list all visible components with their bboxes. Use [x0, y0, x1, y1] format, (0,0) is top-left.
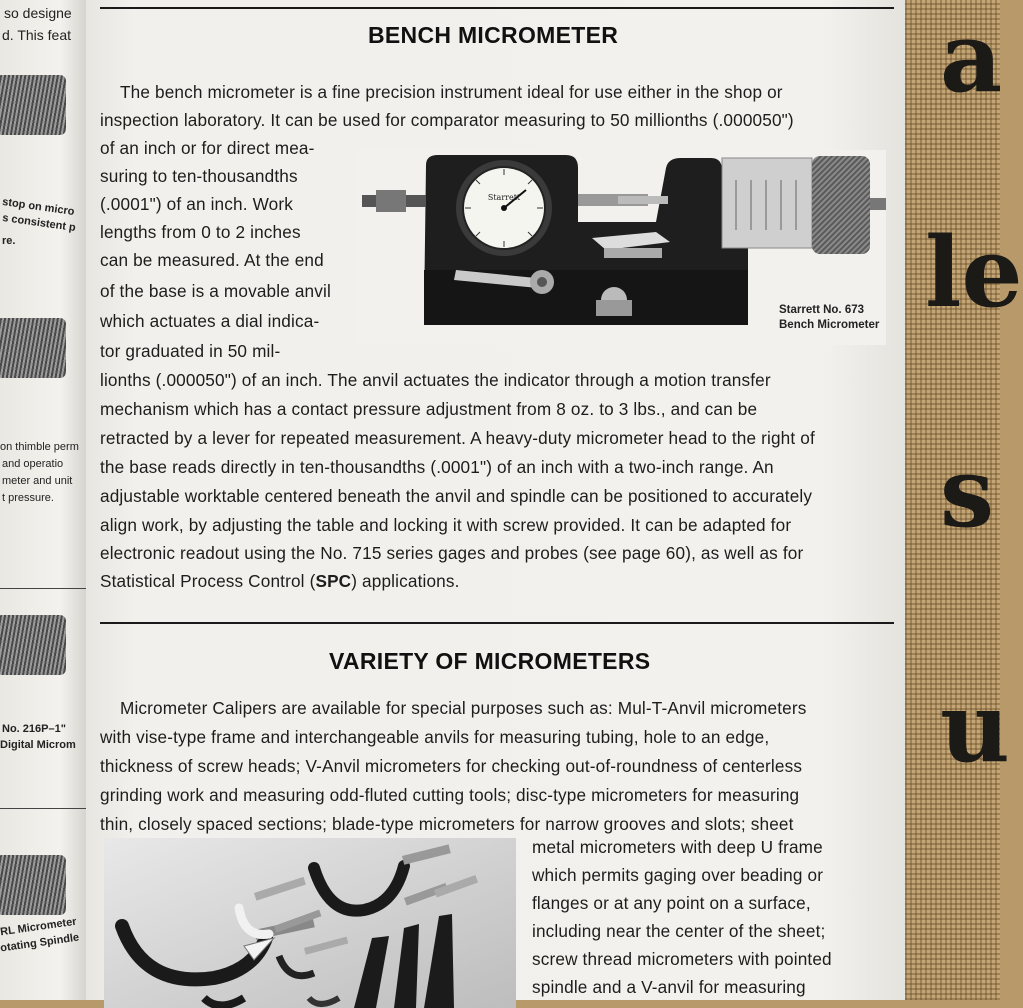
left-page-text: meter and unit — [2, 475, 73, 487]
left-page-text: re. — [2, 235, 16, 247]
left-page-divider — [0, 808, 86, 809]
paragraph-line: thin, closely spaced sections; blade-type micrometers for narrow grooves and slots; sheet — [100, 814, 794, 834]
paragraph-line: (.0001") of an inch. Work — [100, 194, 293, 214]
paragraph-line: electronic readout using the No. 715 series gages and probes (see page 60), as well as for — [100, 543, 804, 563]
figure-caption: Bench Micrometer — [779, 319, 880, 331]
paragraph-line: spindle and a V-anvil for measuring — [532, 977, 806, 997]
paragraph-line: flanges or at any point on a surface, — [532, 893, 811, 913]
paragraph-line: the base reads directly in ten-thousandths (.0001") of an inch with a two-inch range. An — [100, 457, 774, 477]
left-page-text: otating Spindle — [0, 931, 80, 955]
paragraph-line: of the base is a movable anvil — [100, 281, 331, 301]
section-heading-bench-micrometer: BENCH MICROMETER — [368, 22, 619, 48]
dial-brand-label: Starrett — [487, 193, 521, 202]
paragraph-line: lionths (.000050") of an inch. The anvil actuates the indicator through a motion transfer — [100, 370, 771, 390]
micrometer-thimble-image — [0, 615, 66, 675]
paragraph-line: retracted by a lever for repeated measurement. A heavy-duty micrometer head to the right of — [100, 428, 815, 448]
paragraph-line: suring to ten-thousandths — [100, 166, 298, 186]
paragraph-line: tor graduated in 50 mil- — [100, 341, 281, 361]
left-page-text: RL Micrometer — [0, 915, 78, 939]
left-page-text: t pressure. — [2, 492, 54, 504]
paragraph-line: with vise-type frame and interchangeable anvils for measuring tubing, hole to an edge, — [100, 727, 770, 747]
paragraph-line: including near the center of the sheet; — [532, 921, 826, 941]
paragraph-line: grinding work and measuring odd-fluted cutting tools; disc-type micrometers for measuring — [100, 785, 800, 805]
paragraph-line: can be measured. At the end — [100, 250, 324, 270]
paragraph-line: Micrometer Calipers are available for special purposes such as: Mul-T-Anvil micrometers — [120, 698, 807, 718]
left-page-text: and operatio — [2, 458, 64, 470]
paragraph-line: of an inch or for direct mea- — [100, 138, 315, 158]
paragraph-line: adjustable worktable centered beneath the anvil and spindle can be positioned to accurately — [100, 486, 813, 506]
paragraph-line: screw thread micrometers with pointed — [532, 949, 832, 969]
spc-abbreviation: SPC — [315, 571, 352, 591]
burlap-letter: a — [940, 1, 1003, 114]
left-page-text: on thimble perm — [0, 441, 79, 453]
micrometer-thimble-image — [0, 318, 66, 378]
top-divider — [100, 7, 894, 9]
section-heading-variety-of-micrometers: VARIETY OF MICROMETERS — [329, 648, 651, 674]
section-divider — [100, 622, 894, 624]
paragraph-line: lengths from 0 to 2 inches — [100, 222, 301, 242]
left-page-text: so designe — [4, 5, 72, 21]
burlap-letter: le — [925, 216, 1023, 329]
burlap-letter: s — [940, 436, 995, 549]
left-page-text: Digital Microm — [0, 739, 76, 751]
left-page-text: No. 216P–1" — [2, 723, 66, 735]
micrometer-thimble-image — [0, 75, 66, 135]
micrometer-thimble-image — [0, 855, 66, 915]
left-page-text: stop on micro — [1, 195, 76, 219]
left-page-text: s consistent p — [1, 211, 77, 235]
left-page-text: d. This feat — [2, 27, 72, 43]
paragraph-line: align work, by adjusting the table and locking it with screw provided. It can be adapted for — [100, 515, 792, 535]
paragraph-line: mechanism which has a contact pressure adjustment from 8 oz. to 3 lbs., and can be — [100, 399, 758, 419]
burlap-letter: u — [940, 671, 1010, 784]
paragraph-line: metal micrometers with deep U frame — [532, 837, 823, 857]
document-page — [86, 0, 905, 1000]
paragraph-line: inspection laboratory. It can be used for comparator measuring to 50 millionths (.000050") — [100, 110, 794, 130]
line-text: ) applications. — [351, 571, 460, 591]
left-page-divider — [0, 588, 86, 589]
left-page — [0, 0, 86, 1000]
paragraph-line: which actuates a dial indica- — [100, 311, 320, 331]
micrometers-variety-photo — [104, 838, 516, 1008]
paragraph-line: which permits gaging over beading or — [532, 865, 824, 885]
line-text: Statistical Process Control ( — [100, 571, 316, 591]
figure-caption: Starrett No. 673 — [779, 304, 865, 316]
paragraph-line — [100, 569, 460, 593]
paragraph-line: The bench micrometer is a fine precision instrument ideal for use either in the shop or — [120, 82, 783, 102]
paragraph-line: thickness of screw heads; V-Anvil micrometers for checking out-of-roundness of centerless — [100, 756, 803, 776]
